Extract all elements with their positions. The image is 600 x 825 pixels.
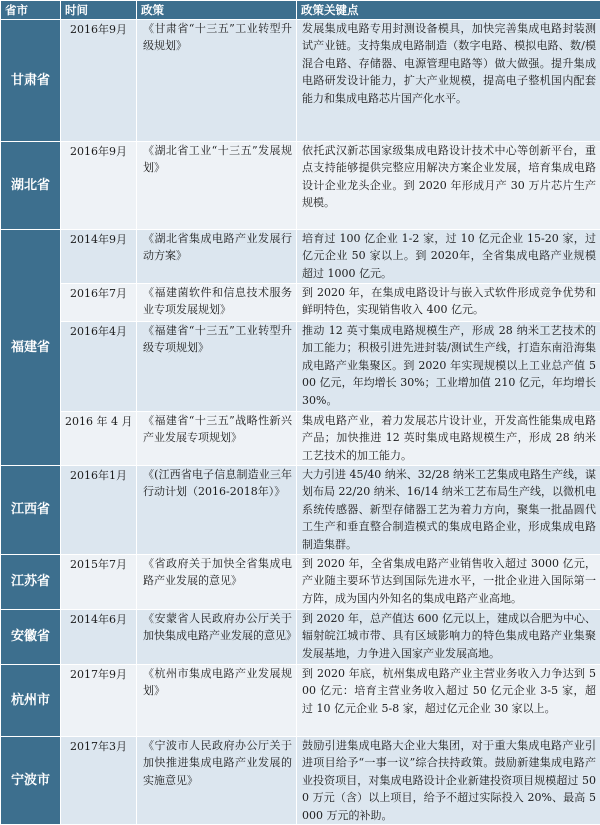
policy-cell: 《甘肃省“十三五”工业转型升级规划》 [137,20,297,142]
policy-cell: 《湖北省集成电路产业发展行动方案》 [137,230,297,284]
table-row [1,20,600,142]
time-cell: 2017年3月 [61,737,137,825]
time-cell: 2015年7月 [61,555,137,610]
policy-cell: 《湖北省工业“十三五”发展规划》 [137,142,297,230]
time-cell: 2016年9月 [61,20,137,142]
province-cell: 江苏省 [1,555,61,610]
province-cell: 江西省 [1,466,61,555]
table-header-row [1,1,600,20]
table-row [1,412,600,466]
key-points-cell: 到 2020 年，全省集成电路产业销售收入超过 3000 亿元，产业随主要环节达到国际先进水平，一批企业进入国际第一方阵，成为国内外知名的集成电路产业高地。 [297,555,600,610]
province-cell: 福建省 [1,230,61,466]
policy-cell: 《杭州市集成电路产业发展规划》 [137,665,297,737]
policy-cell: 《福建省“十三五”工业转型升级专项规划》 [137,322,297,412]
table-row [1,555,600,610]
province-cell: 湖北省 [1,142,61,230]
policy-cell: 《宁波市人民政府办公厅关于加快推进集成电路产业发展的实施意见》 [137,737,297,825]
key-points-cell: 到 2020 年，总产值达 600 亿元以上，建成以合肥为中心、辐射皖江城市带、具有区域影响力的特色集成电路产业集聚发展基地，力争进入国家产业发展高地。 [297,610,600,665]
policy-cell: 《福建菌软件和信息技术服务业专项发展规划》 [137,284,297,322]
time-cell: 2016年9月 [61,142,137,230]
table-row [1,665,600,737]
policy-cell: 《福建省“十三五”战略性新兴产业发展专项规划》 [137,412,297,466]
province-cell: 安徽省 [1,610,61,665]
time-cell: 2016 年 4 月 [61,412,137,466]
time-cell: 2014年6月 [61,610,137,665]
key-points-cell: 推动 12 英寸集成电路规模生产，形成 28 纳米工艺技术的加工能力；积极引进先进封装/测试生产线，打造东南沿海集成电路产业集聚区。到 2020 年实现规模以上工业总产值 500 亿元，年均增长 30%；工业增加值 210 亿元，年均增长 30%。 [297,322,600,412]
table-row [1,466,600,555]
time-cell: 2016年4月 [61,322,137,412]
province-cell: 甘肃省 [1,20,61,142]
policy-cell: 《(江西省电子信息制造业三年行动计划（2016-2018年）》 [137,466,297,555]
table-row [1,737,600,825]
key-points-cell: 发展集成电路专用封测设备模具，加快完善集成电路封装测试产业链。支持集成电路制造（数字电路、模拟电路、数/模混合电路、存储器、电源管理电路等）做大做强。提升集成电路研发设计能力，扩大产业规模，提高电子整机国内配套能力和集成电路芯片国产化水平。 [297,20,600,142]
header-key-points: 政策关键点 [297,1,600,20]
time-cell: 2016年7月 [61,284,137,322]
key-points-cell: 鼓励引进集成电路大企业大集团，对于重大集成电路产业引进项目给予“一事一议”综合扶持政策。鼓励新建集成电路产业投资项目，对集成电路设计企业新建投资项目规模超过 500 万元（含）以上项目，给予不超过实际投入 20%、最高 5000 万元的补助。 [297,737,600,825]
table-row [1,230,600,284]
policy-cell: 《省政府关于加快全省集成电路产业发展的意见》 [137,555,297,610]
key-points-cell: 到 2020 年，在集成电路设计与嵌入式软件形成竞争优势和鲜明特色，实现销售收入 400 亿元。 [297,284,600,322]
header-policy: 政策 [137,1,297,20]
key-points-cell: 集成电路产业，着力发展芯片设计业，开发高性能集成电路产品；加快推进 12 英时集成电路规模生产，形成 28 纳米工艺技术的加工能力。 [297,412,600,466]
key-points-cell: 依托武汉新芯国家级集成电路设计技术中心等创新平台，重点支持能够提供完整应用解决方案企业发展，培育集成电路设计企业龙头企业。到 2020 年形成月产 30 万片芯片生产规模。 [297,142,600,230]
time-cell: 2017年9月 [61,665,137,737]
table-row [1,322,600,412]
time-cell: 2016年1月 [61,466,137,555]
key-points-cell: 到 2020 年底，杭州集成电路产业主营业务收入力争达到 500 亿元：培育主营业务收入超过 50 亿元企业 3-5 家，超过 10 亿元企业 5-8 家，超过亿元企业 30 家以上。 [297,665,600,737]
province-cell: 宁波市 [1,737,61,825]
table-row [1,610,600,665]
time-cell: 2014年9月 [61,230,137,284]
table-row [1,142,600,230]
table-row [1,284,600,322]
policy-cell: 《安蒙省人民政府办公厅关于加快集成电路产业发展的意见》 [137,610,297,665]
province-cell: 杭州市 [1,665,61,737]
header-province: 省市 [1,1,61,20]
key-points-cell: 培育过 100 亿企业 1-2 家，过 10 亿元企业 15-20 家，过亿元企业 50 家以上。到 2020年，全省集成电路产业规模超过 1000 亿元。 [297,230,600,284]
header-time: 时间 [61,1,137,20]
key-points-cell: 大力引进 45/40 纳米、32/28 纳米工艺集成电路生产线，谋划布局 22/20 纳米、16/14 纳米工艺布局生产线，以微机电系统传感器、新型存储器工艺为着力方向，聚集一批晶圆代工生产和垂直整合制造模式的集成电路企业，形成集成电路制造集群。 [297,466,600,555]
